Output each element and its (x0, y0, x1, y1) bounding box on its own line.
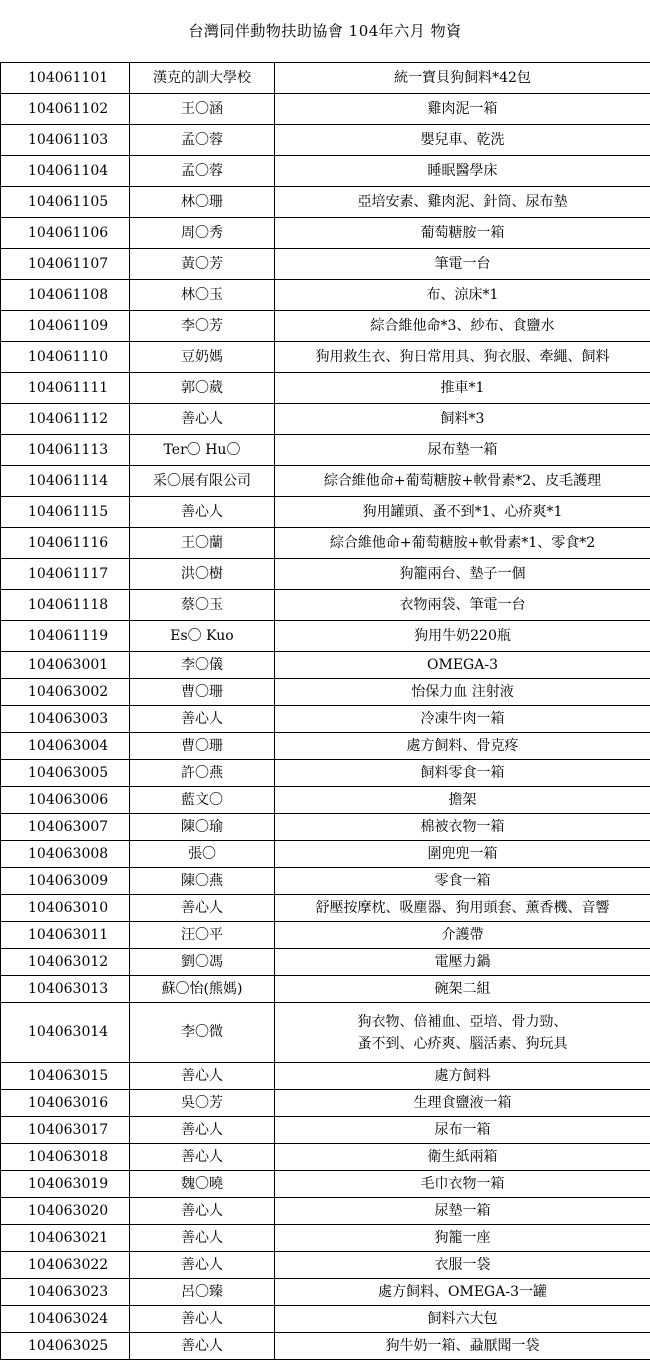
donor-name: Es〇 Kuo (130, 621, 275, 652)
item-line: 衛生紙兩箱 (427, 1148, 498, 1165)
donated-items (275, 404, 650, 435)
table-row (1, 621, 650, 652)
item-line: 狗用罐頭、蚤不到*1、心疥爽*1 (362, 503, 563, 520)
donor-name: 許〇燕 (130, 760, 275, 787)
donation-id: 104063004 (1, 733, 130, 760)
item-line: 布、涼床*1 (426, 286, 499, 303)
donation-id: 104063020 (1, 1198, 130, 1225)
donated-items (275, 1306, 650, 1333)
donor-name: 善心人 (130, 497, 275, 528)
donation-id: 104061106 (1, 218, 130, 249)
table-row (1, 125, 650, 156)
donated-items (275, 733, 650, 760)
donation-id: 104061102 (1, 94, 130, 125)
item-line: 狗籠一座 (434, 1229, 491, 1246)
table-row (1, 590, 650, 621)
item-line: 碗架二組 (434, 980, 491, 997)
table-row (1, 949, 650, 976)
donation-id: 104063002 (1, 679, 130, 706)
table-row (1, 342, 650, 373)
item-line: 棉被衣物一箱 (420, 818, 505, 835)
donor-name: 李〇微 (130, 1003, 275, 1063)
table-row (1, 187, 650, 218)
donor-name: 林〇玉 (130, 280, 275, 311)
donated-items (275, 187, 650, 218)
donation-id: 104063011 (1, 922, 130, 949)
table-row (1, 1279, 650, 1306)
table-row (1, 1333, 650, 1360)
donated-items (275, 1144, 650, 1171)
table-row (1, 559, 650, 590)
table-row (1, 1090, 650, 1117)
donor-name: 善心人 (130, 1144, 275, 1171)
donor-name: 王〇涵 (130, 94, 275, 125)
donation-id: 104063013 (1, 976, 130, 1003)
donation-id: 104061112 (1, 404, 130, 435)
donation-id: 104063022 (1, 1252, 130, 1279)
donor-name: 王〇蘭 (130, 528, 275, 559)
donor-name: 善心人 (130, 1252, 275, 1279)
donation-id: 104063005 (1, 760, 130, 787)
donation-id: 104063006 (1, 787, 130, 814)
item-line: 綜合維他命+葡萄糖胺+軟骨素*1、零食*2 (329, 534, 596, 551)
donor-name: 善心人 (130, 1063, 275, 1090)
table-row (1, 435, 650, 466)
item-line: 飼料*3 (440, 410, 485, 427)
donor-name: 藍文〇 (130, 787, 275, 814)
donor-name: 漢克的訓大學校 (130, 63, 275, 94)
donated-items (275, 814, 650, 841)
table-row (1, 1225, 650, 1252)
donor-name: 采〇展有限公司 (130, 466, 275, 497)
donated-items (275, 621, 650, 652)
donation-id: 104061109 (1, 311, 130, 342)
donated-items (275, 652, 650, 679)
donor-name: 林〇珊 (130, 187, 275, 218)
donor-name: 陳〇瑜 (130, 814, 275, 841)
item-line: 介護帶 (441, 926, 484, 943)
donor-name: 善心人 (130, 1117, 275, 1144)
donation-id: 104061113 (1, 435, 130, 466)
donor-name: 郭〇葳 (130, 373, 275, 404)
table-row (1, 1063, 650, 1090)
donated-items (275, 559, 650, 590)
donor-name: 豆奶媽 (130, 342, 275, 373)
table-row (1, 404, 650, 435)
table-row (1, 814, 650, 841)
item-line: 綜合維他命*3、紗布、食鹽水 (370, 317, 555, 334)
item-line: 尿布墊一箱 (427, 441, 498, 458)
item-line: 圍兜兜一箱 (427, 845, 498, 862)
donor-name: 吳〇芳 (130, 1090, 275, 1117)
donor-name: 張〇 (130, 841, 275, 868)
donated-items (275, 841, 650, 868)
donated-items (275, 1225, 650, 1252)
donation-id: 104063014 (1, 1003, 130, 1063)
item-line: 擔架 (448, 791, 477, 808)
item-line: 零食一箱 (434, 872, 491, 889)
item-line: 衣物兩袋、筆電一台 (399, 596, 526, 613)
item-line: 冷凍牛肉一箱 (420, 710, 505, 727)
donation-id: 104061110 (1, 342, 130, 373)
table-row (1, 280, 650, 311)
sheet-title: 台灣同伴動物扶助協會 104年六月 物資 (188, 22, 462, 40)
donation-id: 104061115 (1, 497, 130, 528)
table-row (1, 895, 650, 922)
donor-name: 善心人 (130, 404, 275, 435)
donated-items (275, 497, 650, 528)
donation-id: 104061104 (1, 156, 130, 187)
donor-name: 孟〇蓉 (130, 156, 275, 187)
table-row (1, 1171, 650, 1198)
table-row (1, 922, 650, 949)
item-line: 電壓力鍋 (434, 953, 491, 970)
donor-name: 周〇秀 (130, 218, 275, 249)
donation-id: 104063024 (1, 1306, 130, 1333)
donated-items (275, 280, 650, 311)
item-line: 嬰兒車、乾洗 (420, 131, 505, 148)
table-row (1, 497, 650, 528)
donated-items (275, 63, 650, 94)
donation-id: 104061101 (1, 63, 130, 94)
item-line: 毛巾衣物一箱 (420, 1175, 505, 1192)
donor-name: 劉〇馮 (130, 949, 275, 976)
donation-id: 104061116 (1, 528, 130, 559)
donation-id: 104063007 (1, 814, 130, 841)
donation-id: 104063017 (1, 1117, 130, 1144)
item-line: 狗用救生衣、狗日常用具、狗衣服、牽繩、飼料 (315, 348, 610, 365)
table-row (1, 1144, 650, 1171)
donor-name: 洪〇樹 (130, 559, 275, 590)
donated-items (275, 1198, 650, 1225)
donation-id: 104061118 (1, 590, 130, 621)
item-line: 尿布一箱 (434, 1121, 491, 1138)
donation-id: 104061114 (1, 466, 130, 497)
donated-items (275, 373, 650, 404)
donation-id: 104063009 (1, 868, 130, 895)
donation-id: 104061108 (1, 280, 130, 311)
table-row (1, 373, 650, 404)
donated-items (275, 868, 650, 895)
donated-items (275, 94, 650, 125)
donation-id: 104063023 (1, 1279, 130, 1306)
donor-name: 曹〇珊 (130, 679, 275, 706)
donated-items (275, 706, 650, 733)
table-row (1, 679, 650, 706)
table-row (1, 156, 650, 187)
item-line: 綜合維他命+葡萄糖胺+軟骨素*2、皮毛護理 (323, 472, 602, 489)
donation-id: 104063025 (1, 1333, 130, 1360)
donation-id: 104063016 (1, 1090, 130, 1117)
donor-name: 魏〇曉 (130, 1171, 275, 1198)
item-line: 葡萄糖胺一箱 (420, 224, 505, 241)
donation-id: 104061111 (1, 373, 130, 404)
donated-items (275, 435, 650, 466)
donor-name: Ter〇 Hu〇 (130, 435, 275, 466)
donor-name: 呂〇臻 (130, 1279, 275, 1306)
item-line: 蚤不到、心疥爽、腦活素、狗玩具 (357, 1035, 568, 1052)
donor-name: 蔡〇玉 (130, 590, 275, 621)
donation-id: 104063019 (1, 1171, 130, 1198)
donated-items (275, 218, 650, 249)
donor-name: 孟〇蓉 (130, 125, 275, 156)
donated-items (275, 590, 650, 621)
table-row (1, 1252, 650, 1279)
item-line: 處方飼料、OMEGA-3一罐 (378, 1283, 547, 1300)
item-line: 狗衣物、倍補血、亞培、骨力勁、 (357, 1013, 568, 1030)
item-line: 衣服一袋 (434, 1256, 491, 1273)
table-row (1, 1117, 650, 1144)
donated-items (275, 679, 650, 706)
table-row (1, 94, 650, 125)
donor-name: 陳〇燕 (130, 868, 275, 895)
donated-items (275, 1117, 650, 1144)
item-line: 狗籠兩台、墊子一個 (399, 565, 526, 582)
table-row (1, 63, 650, 94)
donated-items (275, 1003, 650, 1063)
donation-id: 104063012 (1, 949, 130, 976)
table-row (1, 1306, 650, 1333)
table-row (1, 733, 650, 760)
item-line: 狗牛奶一箱、蝨厭聞一袋 (385, 1337, 540, 1354)
donor-name: 善心人 (130, 706, 275, 733)
donation-id: 104063001 (1, 652, 130, 679)
item-line: 推車*1 (440, 379, 485, 396)
item-line: 生理食鹽液一箱 (413, 1094, 512, 1111)
donor-name: 善心人 (130, 1306, 275, 1333)
donor-name: 曹〇珊 (130, 733, 275, 760)
donor-name: 善心人 (130, 1333, 275, 1360)
donor-name: 李〇儀 (130, 652, 275, 679)
donated-items (275, 976, 650, 1003)
table-row (1, 218, 650, 249)
donated-items (275, 787, 650, 814)
donated-items (275, 1252, 650, 1279)
donor-name: 李〇芳 (130, 311, 275, 342)
table-row (1, 528, 650, 559)
donation-id: 104061119 (1, 621, 130, 652)
item-line: OMEGA-3 (427, 656, 498, 673)
table-row (1, 652, 650, 679)
item-line: 亞培安素、雞肉泥、針筒、尿布墊 (357, 193, 568, 210)
item-line: 處方飼料、骨克疼 (406, 737, 519, 754)
donated-items (275, 342, 650, 373)
donation-table (0, 62, 650, 1360)
item-line: 飼料六大包 (427, 1310, 498, 1327)
table-row (1, 1198, 650, 1225)
item-line: 狗用牛奶220瓶 (414, 627, 511, 644)
table-row (1, 706, 650, 733)
table-row (1, 841, 650, 868)
item-line: 怡保力血 注射液 (411, 683, 514, 700)
donated-items (275, 760, 650, 787)
table-row (1, 787, 650, 814)
item-line: 處方飼料 (434, 1067, 491, 1084)
donated-items (275, 895, 650, 922)
donation-id: 104063018 (1, 1144, 130, 1171)
donation-rows (1, 63, 650, 1360)
donated-items (275, 311, 650, 342)
donated-items (275, 466, 650, 497)
donation-id: 104061105 (1, 187, 130, 218)
donation-id: 104063015 (1, 1063, 130, 1090)
table-row (1, 868, 650, 895)
donated-items (275, 1333, 650, 1360)
donated-items (275, 156, 650, 187)
item-line: 尿墊一箱 (434, 1202, 491, 1219)
table-row (1, 760, 650, 787)
item-line: 飼料零食一箱 (420, 764, 505, 781)
donor-name: 汪〇平 (130, 922, 275, 949)
donated-items (275, 528, 650, 559)
table-row (1, 1003, 650, 1063)
item-line: 雞肉泥一箱 (427, 100, 498, 117)
table-row (1, 466, 650, 497)
donation-id: 104063010 (1, 895, 130, 922)
donor-name: 善心人 (130, 1225, 275, 1252)
donated-items (275, 1279, 650, 1306)
donor-name: 善心人 (130, 1198, 275, 1225)
table-row (1, 311, 650, 342)
donated-items (275, 1090, 650, 1117)
item-line: 統一寶貝狗飼料*42包 (394, 69, 531, 86)
donated-items (275, 249, 650, 280)
item-line: 筆電一台 (434, 255, 491, 272)
table-row (1, 976, 650, 1003)
item-line: 舒壓按摩枕、吸塵器、狗用頭套、薰香機、音響 (315, 899, 610, 916)
donated-items (275, 1171, 650, 1198)
donor-name: 蘇〇怡(熊媽) (130, 976, 275, 1003)
donation-id: 104061117 (1, 559, 130, 590)
donation-id: 104063003 (1, 706, 130, 733)
donor-name: 黃〇芳 (130, 249, 275, 280)
donation-id: 104061107 (1, 249, 130, 280)
donated-items (275, 1063, 650, 1090)
donation-id: 104061103 (1, 125, 130, 156)
table-row (1, 249, 650, 280)
item-line: 睡眠醫學床 (427, 162, 498, 179)
donor-name: 善心人 (130, 895, 275, 922)
donated-items (275, 949, 650, 976)
donation-id: 104063021 (1, 1225, 130, 1252)
donated-items (275, 922, 650, 949)
donation-id: 104063008 (1, 841, 130, 868)
donated-items (275, 125, 650, 156)
